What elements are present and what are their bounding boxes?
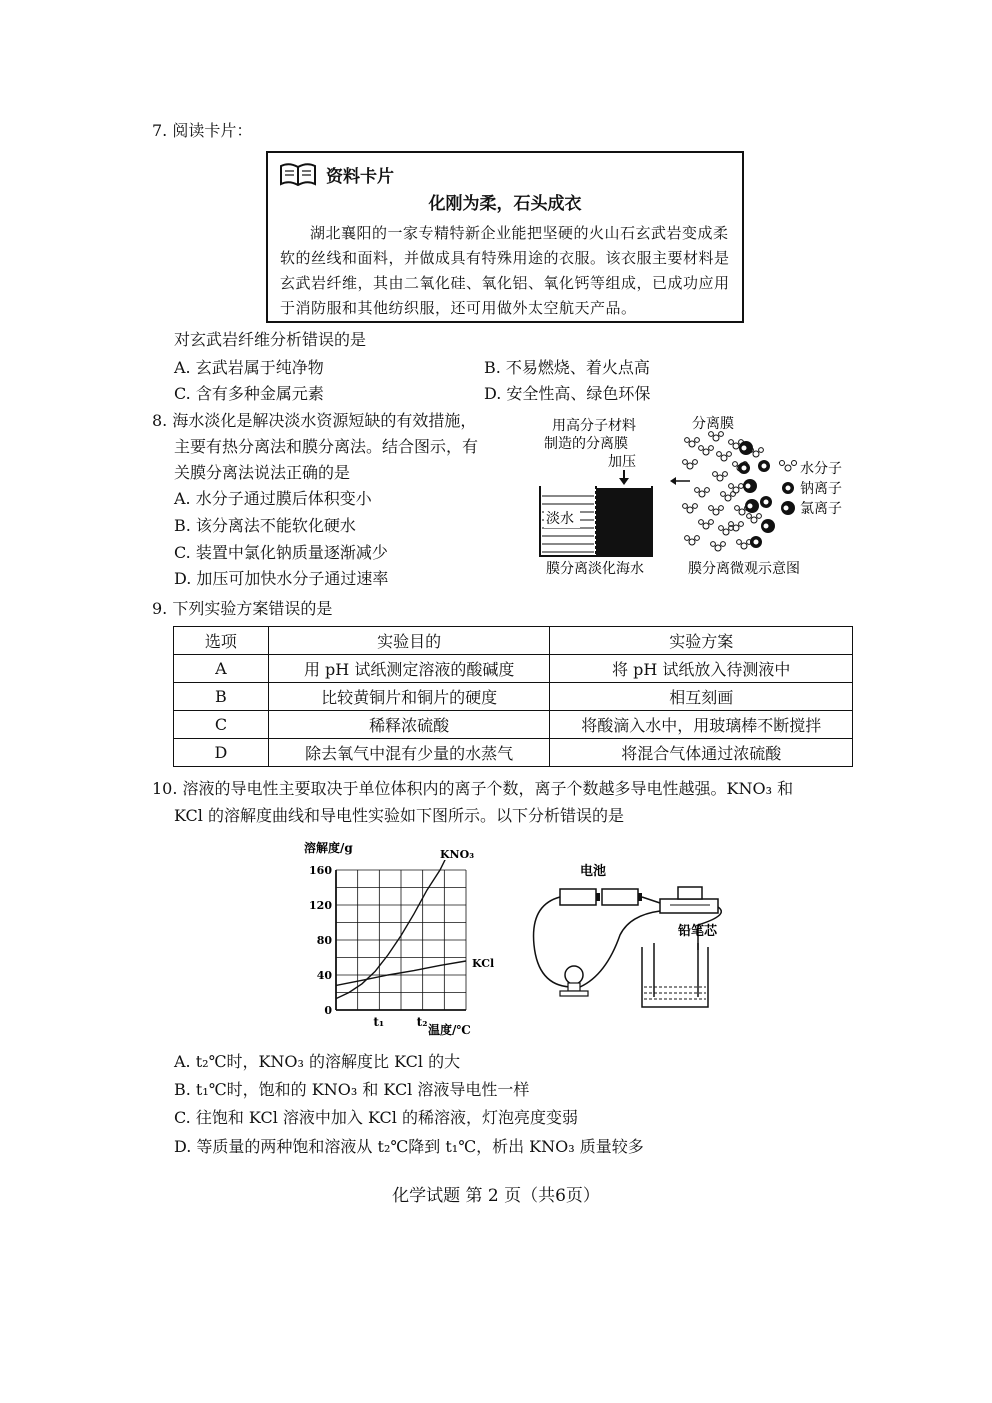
label-membrane: 分离膜	[692, 416, 734, 432]
q10-stem-line1: 10. 溶液的导电性主要取决于单位体积内的离子个数，离子个数越多导电性越强。KNO₃ 和	[152, 779, 794, 798]
beaker	[642, 943, 708, 1007]
card-header-label: 资料卡片	[326, 166, 394, 187]
header-option: 选项	[174, 627, 269, 655]
switch	[660, 887, 718, 913]
q10-option-b: B. t₁℃时，饱和的 KNO₃ 和 KCl 溶液导电性一样	[174, 1080, 530, 1099]
micro-particles	[683, 432, 775, 551]
label-battery: 电池	[580, 864, 607, 879]
q10-option-a: A. t₂℃时，KNO₃ 的溶解度比 KCl 的大	[174, 1052, 461, 1071]
q7-question: 对玄武岩纤维分析错误的是	[174, 330, 367, 349]
x-tick-label: t₂	[416, 1015, 428, 1029]
experiment-table	[173, 626, 853, 767]
y-tick-label: 80	[316, 934, 332, 947]
cell-option: C	[174, 711, 269, 739]
table-row	[174, 739, 853, 767]
q7-option-c: C. 含有多种金属元素	[174, 384, 324, 403]
svg-text:水分子: 水分子	[800, 461, 842, 477]
chart-xlabel: 温度/℃	[428, 1023, 471, 1037]
info-card	[266, 151, 744, 323]
series-label-0: KNO₃	[440, 848, 475, 861]
header-purpose: 实验目的	[268, 627, 550, 655]
label-membrane-material-2: 制造的分离膜	[544, 436, 628, 452]
q9-stem: 9. 下列实验方案错误的是	[152, 599, 333, 618]
pressure-arrow-head	[619, 478, 629, 485]
wire-battery-switch	[642, 897, 660, 903]
chart-ylabel: 溶解度/g	[304, 841, 353, 855]
label-fresh-water: 淡水	[546, 511, 574, 527]
table-row	[174, 655, 853, 683]
q8-option-b: B. 该分离法不能软化硬水	[174, 516, 356, 535]
series-label-1: KCl	[472, 957, 495, 970]
legend-water	[780, 460, 843, 477]
page-footer: 化学试题 第 2 页（共6页）	[392, 1186, 600, 1206]
cell-option: B	[174, 683, 269, 711]
cell-purpose: 稀释浓硫酸	[268, 711, 550, 739]
q8-membrane-figure	[530, 408, 860, 580]
cell-plan: 相互刻画	[550, 683, 853, 711]
caption-left: 膜分离淡化海水	[546, 561, 644, 577]
label-pressure: 加压	[608, 454, 636, 470]
battery	[560, 889, 642, 905]
y-tick-label: 40	[316, 969, 332, 982]
chart-yticks	[309, 864, 332, 1017]
svg-text:氯离子: 氯离子	[800, 501, 842, 517]
chart-grid	[336, 870, 466, 1010]
card-body: 湖北襄阳的一家专精特新企业能把坚硬的火山石玄武岩变成柔软的丝线和面料，并做成具有特殊用途的衣服。该衣服主要材料是玄武岩纤维，其由二氧化硅、氧化铝、氧化钙等组成，已成功应用于消防服和其他纺织服，还可用做外太空航天产品。	[280, 224, 730, 317]
sea-water	[596, 488, 652, 556]
q8-option-a: A. 水分子通过膜后体积变小	[174, 489, 372, 508]
legend-chloride	[781, 501, 842, 517]
q8-stem-line2: 主要有热分离法和膜分离法。结合图示，有	[174, 437, 479, 456]
q10-stem-line2: KCl 的溶解度曲线和导电性实验如下图所示。以下分析错误的是	[174, 806, 624, 825]
y-tick-label: 160	[309, 864, 332, 877]
q8-option-d: D. 加压可加快水分子通过速率	[174, 569, 389, 588]
q7-option-b: B. 不易燃烧、着火点高	[484, 358, 650, 377]
q8-stem-line3: 关膜分离法说法正确的是	[174, 463, 351, 482]
q8-stem-line1: 8. 海水淡化是解决淡水资源短缺的有效措施，	[152, 411, 477, 430]
cell-purpose: 除去氧气中混有少量的水蒸气	[268, 739, 550, 767]
cell-option: A	[174, 655, 269, 683]
header-plan: 实验方案	[550, 627, 853, 655]
label-membrane-material-1: 用高分子材料	[552, 418, 636, 434]
table-row	[174, 711, 853, 739]
cell-plan: 将酸滴入水中，用玻璃棒不断搅拌	[550, 711, 853, 739]
flow-arrow-head	[670, 477, 676, 485]
book-icon	[278, 161, 318, 187]
conductivity-circuit	[530, 855, 745, 1015]
label-pencil-lead: 铅笔芯	[678, 924, 718, 939]
cell-plan: 将混合气体通过浓硫酸	[550, 739, 853, 767]
q10-option-d: D. 等质量的两种饱和溶液从 t₂℃降到 t₁℃，析出 KNO₃ 质量较多	[174, 1137, 644, 1156]
chart-xticks	[373, 1015, 427, 1029]
cell-purpose: 比较黄铜片和铜片的硬度	[268, 683, 550, 711]
wire-middle	[580, 911, 660, 987]
q7-option-a: A. 玄武岩属于纯净物	[174, 358, 324, 377]
solubility-chart	[300, 838, 510, 1038]
q7-option-d: D. 安全性高、绿色环保	[484, 384, 651, 403]
q8-option-c: C. 装置中氯化钠质量逐渐减少	[174, 543, 388, 562]
svg-text:钠离子: 钠离子	[800, 481, 842, 497]
chart-series	[336, 838, 494, 999]
cell-plan: 将 pH 试纸放入待测液中	[550, 655, 853, 683]
card-header	[278, 161, 394, 187]
legend-sodium	[782, 480, 842, 497]
q10-option-c: C. 往饱和 KCl 溶液中加入 KCl 的稀溶液，灯泡亮度变弱	[174, 1108, 578, 1127]
q7-stem: 7. 阅读卡片：	[152, 121, 253, 140]
card-title: 化刚为柔，石头成衣	[428, 194, 582, 214]
table-row	[174, 683, 853, 711]
y-tick-label: 0	[324, 1004, 332, 1017]
light-bulb-icon	[560, 966, 588, 996]
caption-right: 膜分离微观示意图	[688, 561, 800, 577]
x-tick-label: t₁	[373, 1015, 385, 1029]
cell-purpose: 用 pH 试纸测定溶液的酸碱度	[268, 655, 550, 683]
cell-option: D	[174, 739, 269, 767]
y-tick-label: 120	[309, 899, 332, 912]
table-header-row	[174, 627, 853, 655]
